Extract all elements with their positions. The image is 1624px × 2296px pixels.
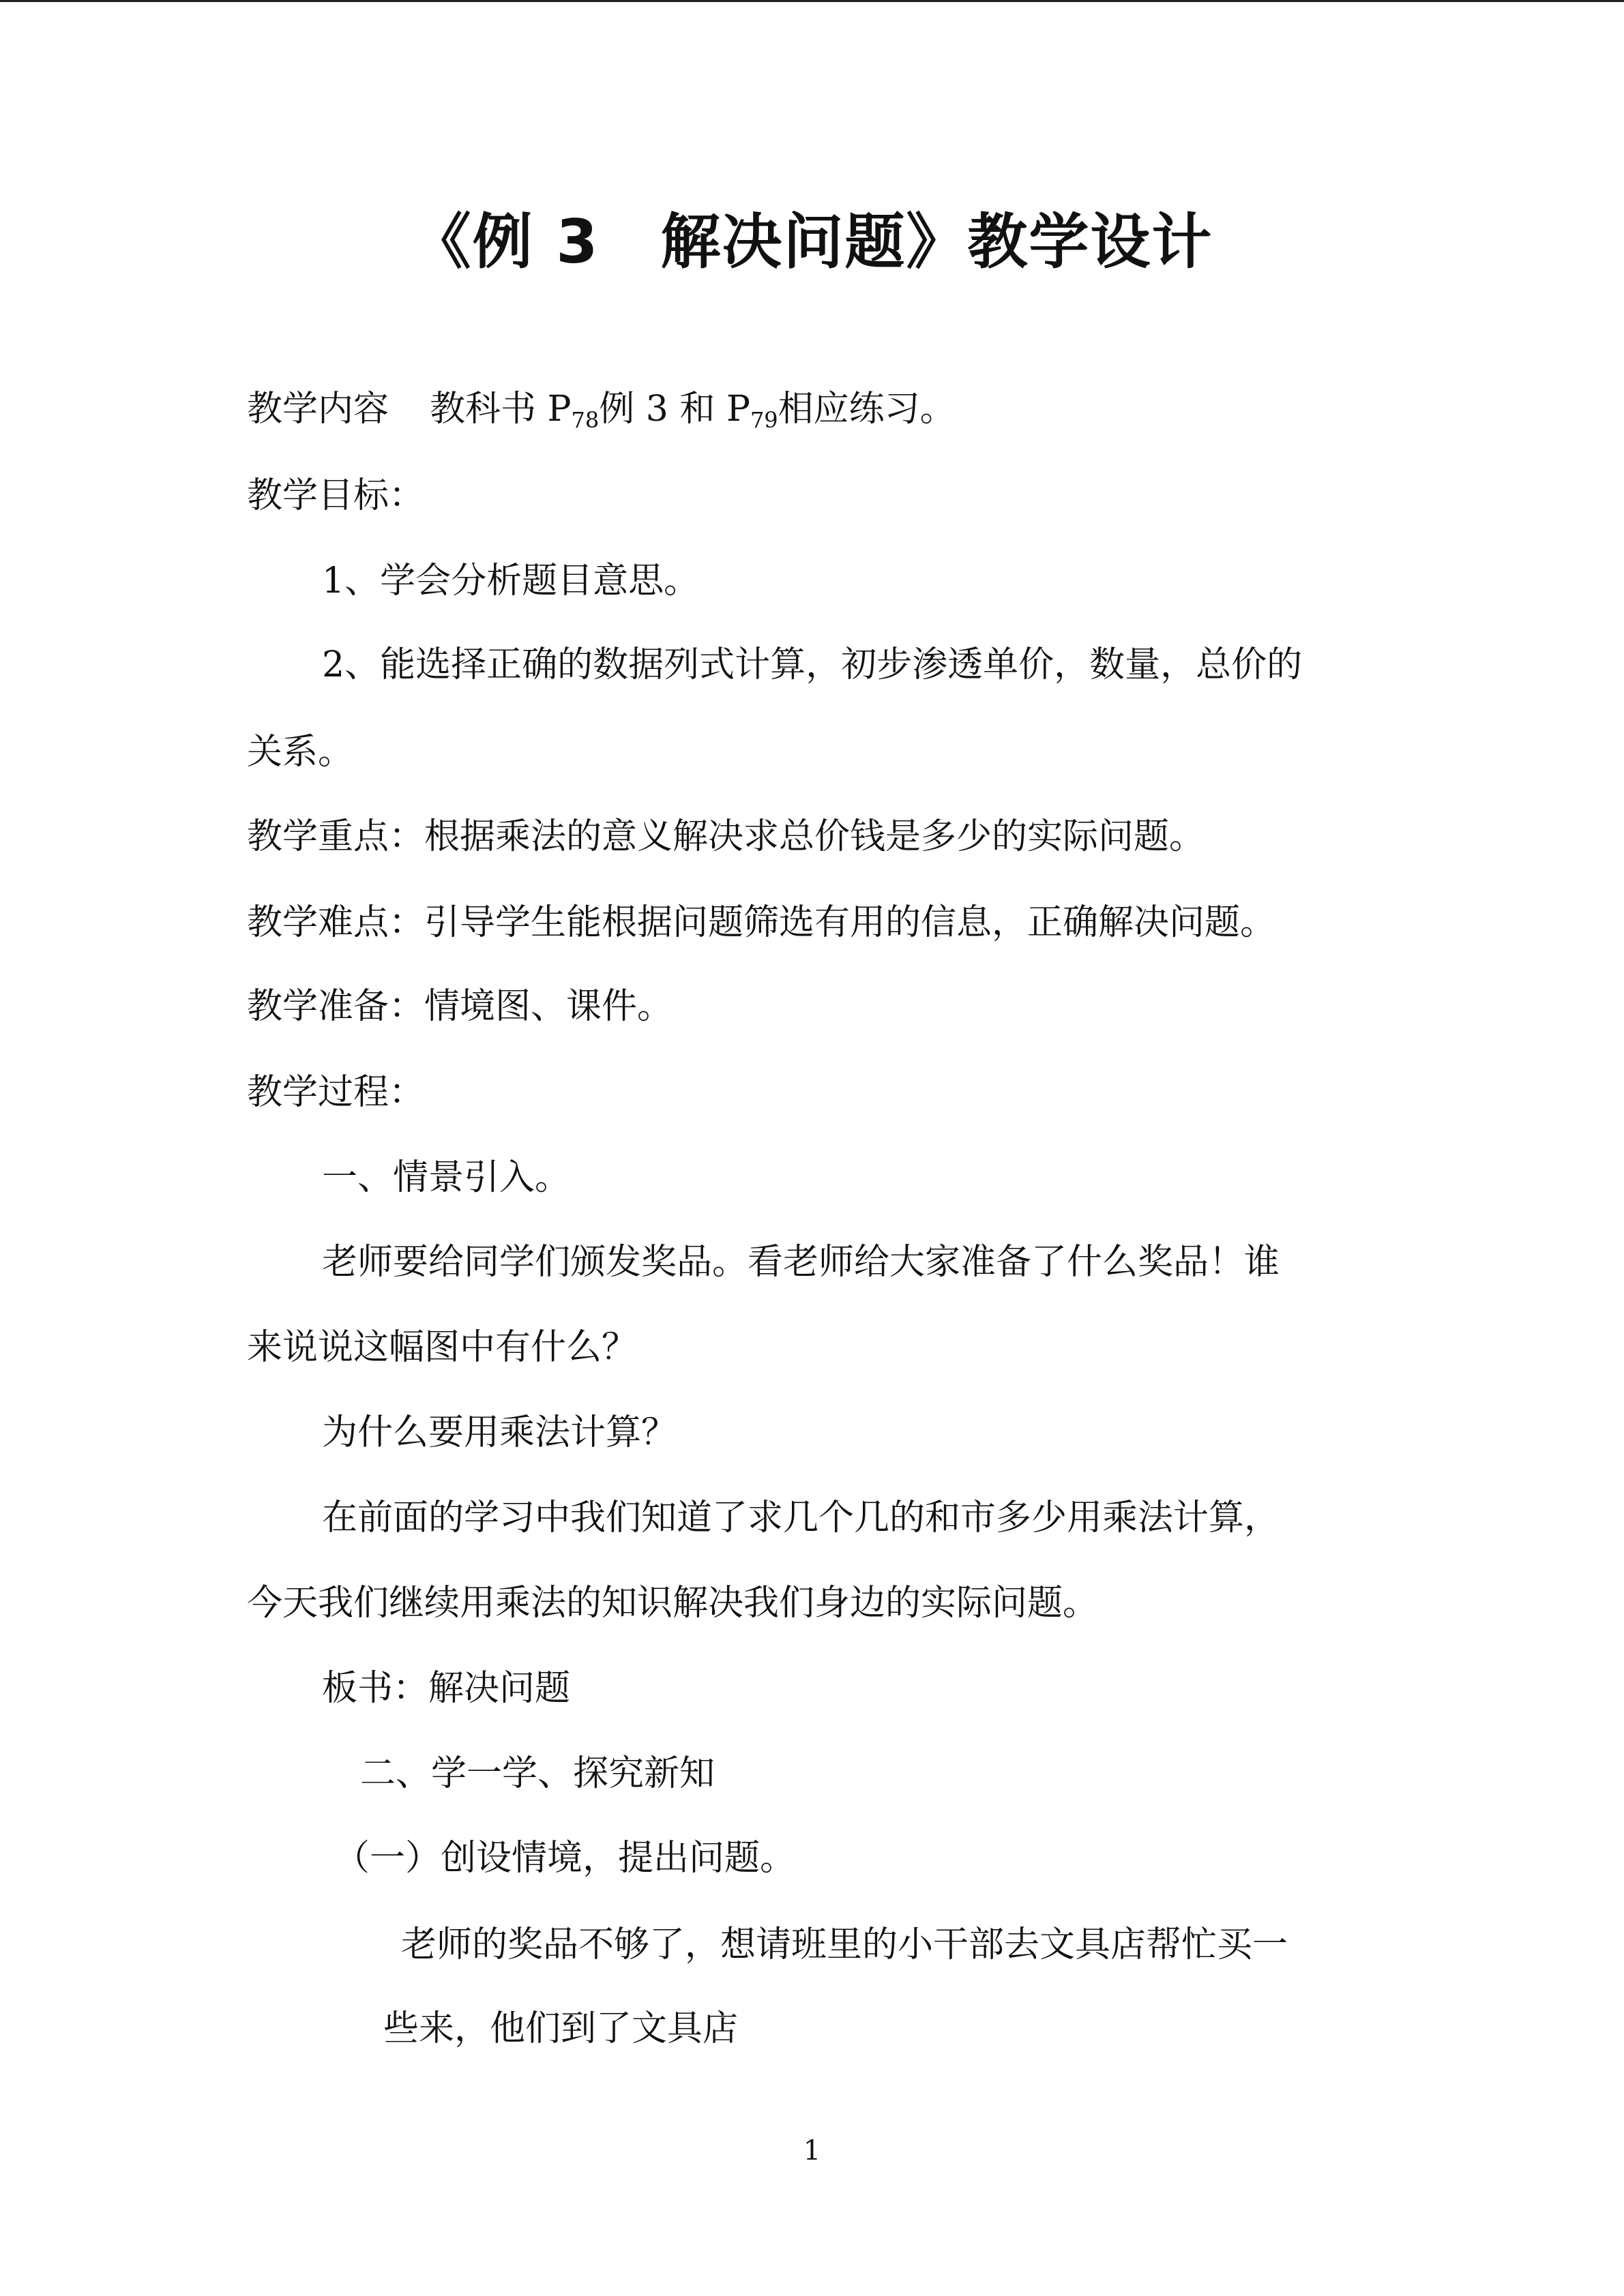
board-writing: 板书：解决问题 (322, 1668, 571, 1709)
page-ref-subscript-2: 79 (750, 407, 778, 433)
preparation: 教学准备：情境图、课件。 (247, 986, 673, 1027)
subsection-1-heading: （一）创设情境，提出问题。 (334, 1838, 796, 1879)
objective-2-line-1: 2、能选择正确的数据列式计算，初步渗透单价，数量，总价的 (322, 644, 1303, 685)
paragraph-3-line-1: 在前面的学习中我们知道了求几个几的和市多少用乘法计算， (322, 1497, 1280, 1538)
objectives-heading: 教学目标： (247, 475, 425, 516)
top-border-line (0, 0, 1624, 2)
paragraph-1-line-1: 老师要给同学们颁发奖品。看老师给大家准备了什么奖品！谁 (322, 1242, 1280, 1283)
paragraph-4-line-1: 老师的奖品不够了，想请班里的小干部去文具店帮忙买一 (401, 1924, 1288, 1965)
paragraph-1-line-2: 来说说这幅图中有什么？ (247, 1327, 638, 1368)
section-2-heading: 二、学一学、探究新知 (360, 1753, 715, 1794)
key-point: 教学重点：根据乘法的意义解决求总价钱是多少的实际问题。 (247, 816, 1205, 857)
teaching-content-label: 教学内容 (247, 389, 389, 430)
teaching-content-mid: 例 3 和 P (599, 389, 750, 430)
paragraph-2: 为什么要用乘法计算？ (322, 1412, 677, 1453)
objective-2-line-2: 关系。 (247, 732, 354, 773)
page-title: 《例 3 解决问题》教学设计 (411, 207, 1213, 277)
teaching-content-pre: 教科书 P (430, 389, 572, 430)
teaching-content-line (247, 385, 956, 433)
objective-1: 1、学会分析题目意思。 (322, 561, 700, 601)
process-heading: 教学过程： (247, 1072, 425, 1113)
paragraph-3-line-2: 今天我们继续用乘法的知识解决我们身边的实际问题。 (247, 1583, 1099, 1624)
page-ref-subscript-1: 78 (571, 407, 600, 433)
teaching-content-post: 相应练习。 (778, 389, 956, 430)
paragraph-4-line-2: 些来，他们到了文具店 (383, 2008, 739, 2049)
page-number: 1 (803, 2135, 821, 2166)
difficulty: 教学难点：引导学生能根据问题筛选有用的信息，正确解决问题。 (247, 902, 1276, 943)
section-1-heading: 一、情景引入。 (322, 1157, 571, 1198)
